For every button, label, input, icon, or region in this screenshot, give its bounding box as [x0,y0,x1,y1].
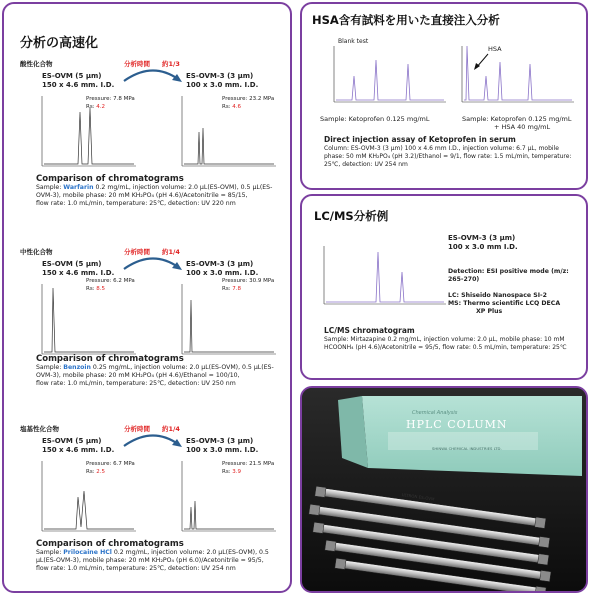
col-b-line1: ES-OVM-3 (3 µm) [186,437,254,445]
rs-a-label: Rs: [86,469,95,475]
box-small-text: Chemical Analysis [412,410,458,416]
lcms-panel [300,194,588,380]
sample-conditions: 0.2 mg/mL, injection volume: 2.0 µL(ES-OVM), 0.5 µL(ES-OVM-3), mobile phase: 20 mM KH₂PO₄ (pH 6.0)/Acetonitrile = 95/5, flow rate: 1.0 mL/min, temperature: 25℃, detection: UV 254 nm [36,549,269,572]
pressure-a: Pressure: 6.7 MPa [86,461,135,467]
sample-name: Prilocaine HCl [63,549,112,556]
col-a-line2: 150 x 4.6 mm. I.D. [42,269,115,277]
left-title: 分析の高速化 [20,36,99,51]
sample-conditions-2: flow rate: 1.0 mL/min, temperature: 25℃, detection: UV 220 nm [36,200,236,207]
section-basic [4,417,292,593]
lcms-ms2: XP Plus [476,308,503,315]
hsa-sample-a: Sample: Ketoprofen 0.125 mg/mL [320,115,430,123]
sample-conditions-2: flow rate: 1.0 mL/min, temperature: 25℃, detection: UV 250 nm [36,380,236,387]
pressure-a: Pressure: 7.8 MPa [86,96,135,102]
sample-conditions: 0.2 mg/mL, injection volume: 2.0 µL(ES-OVM), 0.5 µL(ES-OVM-3), mobile phase: 20 mM KH₂PO₄ (pH 4.6)/Acetonitrile = 85/15, [36,184,273,199]
col-a-line1: ES-OVM (5 µm) [42,260,102,268]
hsa-sample-b1: Sample: Ketoprofen 0.125 mg/mL [462,115,572,123]
comparison-title: Comparison of chromatograms [36,354,184,364]
rs-a-label: Rs: [86,104,95,110]
rs-b [222,104,241,111]
col-b-line2: 100 x 3.0 mm. I.D. [186,446,259,454]
box-brand-text: SHINWA CHEMICAL INDUSTRIES LTD. [432,446,502,451]
rs-b-value: 7.8 [232,286,242,292]
speed-value: 約1/4 [162,248,180,256]
hsa-title: HSA含有試料を用いた直接注入分析 [312,13,500,27]
comparison-body [36,549,276,573]
lcms-col2: 100 x 3.0 mm I.D. [448,243,518,251]
blank-test-label: Blank test [338,38,369,45]
lcms-col1: ES-OVM-3 (3 µm) [448,234,516,242]
rs-a-label: Rs: [86,286,95,292]
col-a-line2: 150 x 4.6 mm. I.D. [42,81,115,89]
tube-label: ULTRON ES-OVM [401,492,435,502]
sample-prefix: Sample: [36,549,64,556]
section-label: 中性化合物 [20,248,53,256]
hsa-sample-b2: + HSA 40 mg/mL [494,123,551,131]
comparison-body [36,364,276,388]
comparison-body [36,184,276,208]
section-label: 酸性化合物 [20,60,53,68]
lcms-heading: LC/MS chromatogram [324,326,415,335]
speed-label: 分析時間 [124,425,150,433]
lcms-body: Sample: Mirtazapine 0.2 mg/mL, injection volume: 2.0 µL, mobile phase: 10 mM HCOONH₄ (pH 4.6)/Acetonitrile = 95/5, flow rate: 0.5 mL/min, temperature: 25℃ [324,336,567,351]
rs-b-label: Rs: [222,469,231,475]
comparison-title: Comparison of chromatograms [36,174,184,184]
hsa-panel [300,2,588,190]
lcms-title: LC/MS分析例 [314,209,389,223]
col-b-line1: ES-OVM-3 (3 µm) [186,72,254,80]
sample-name: Benzoin [63,364,91,371]
photo-panel [300,386,588,593]
sample-name: Warfarin [63,184,94,191]
speed-arrow-icon [120,253,184,271]
speed-arrow-icon [120,65,184,83]
speed-value: 約1/3 [162,60,180,68]
pressure-b: Pressure: 30.9 MPa [222,278,275,284]
hsa-body: Column: ES-OVM-3 (3 µm) 100 x 4.6 mm I.D., injection volume: 6.7 µL, mobile phase: 50 mM KH₂PO₄ (pH 3.2)/Ethanol = 9/1, flow rate: 1.5 mL/min, temperature: 25℃, detection: UV 254 nm [324,145,572,168]
section-label: 塩基性化合物 [20,425,59,433]
pressure-b: Pressure: 23.2 MPa [222,96,275,102]
sample-prefix: Sample: [36,184,64,191]
pressure-a: Pressure: 6.2 MPa [86,278,135,284]
pressure-b: Pressure: 21.5 MPa [222,461,275,467]
rs-a-value: 8.5 [96,286,106,292]
hsa-chrom-a [330,42,450,112]
col-b-line2: 100 x 3.0 mm. I.D. [186,81,259,89]
rs-b-value: 4.6 [232,104,242,110]
speed-arrow-icon [120,430,184,448]
rs-b-label: Rs: [222,286,231,292]
lcms-ms1: MS: Thermo scientific LCQ DECA [448,300,561,307]
hsa-arrow-label: HSA [488,45,502,53]
rs-b-value: 3.9 [232,469,242,475]
section-neutral [4,240,292,415]
rs-a [86,104,105,111]
speed-value: 約1/4 [162,425,180,433]
rs-a-value: 2.5 [96,469,106,475]
speed-label: 分析時間 [124,60,150,68]
lcms-chrom [320,242,450,314]
col-a-line2: 150 x 4.6 mm. I.D. [42,446,115,454]
sample-conditions: 0.25 mg/mL, injection volume: 2.0 µL(ES-OVM), 0.5 µL(ES-OVM-3), mobile phase: 20 mM KH₂PO₄ (pH 4.6)/Ethanol = 100/10, [36,364,274,379]
hsa-chrom-b [458,42,578,112]
rs-b-label: Rs: [222,104,231,110]
lcms-lc: LC: Shiseido Nanospace SI-2 [448,292,547,299]
lcms-detection: Detection: ESI positive mode (m/z: 265-270) [448,268,569,283]
col-a-line1: ES-OVM (5 µm) [42,72,102,80]
rs-b [222,286,241,293]
col-b-line2: 100 x 3.0 mm. I.D. [186,269,259,277]
left-panel [2,2,292,593]
comparison-title: Comparison of chromatograms [36,539,184,549]
rs-a-value: 4.2 [96,104,106,110]
hsa-heading: Direct injection assay of Ketoprofen in serum [324,135,516,144]
col-b-line1: ES-OVM-3 (3 µm) [186,260,254,268]
section-acidic [4,52,292,232]
rs-a [86,469,105,476]
rs-b [222,469,241,476]
sample-prefix: Sample: [36,364,64,371]
col-a-line1: ES-OVM (5 µm) [42,437,102,445]
box-big-text: HPLC COLUMN [406,418,508,431]
speed-label: 分析時間 [124,248,150,256]
rs-a [86,286,105,293]
